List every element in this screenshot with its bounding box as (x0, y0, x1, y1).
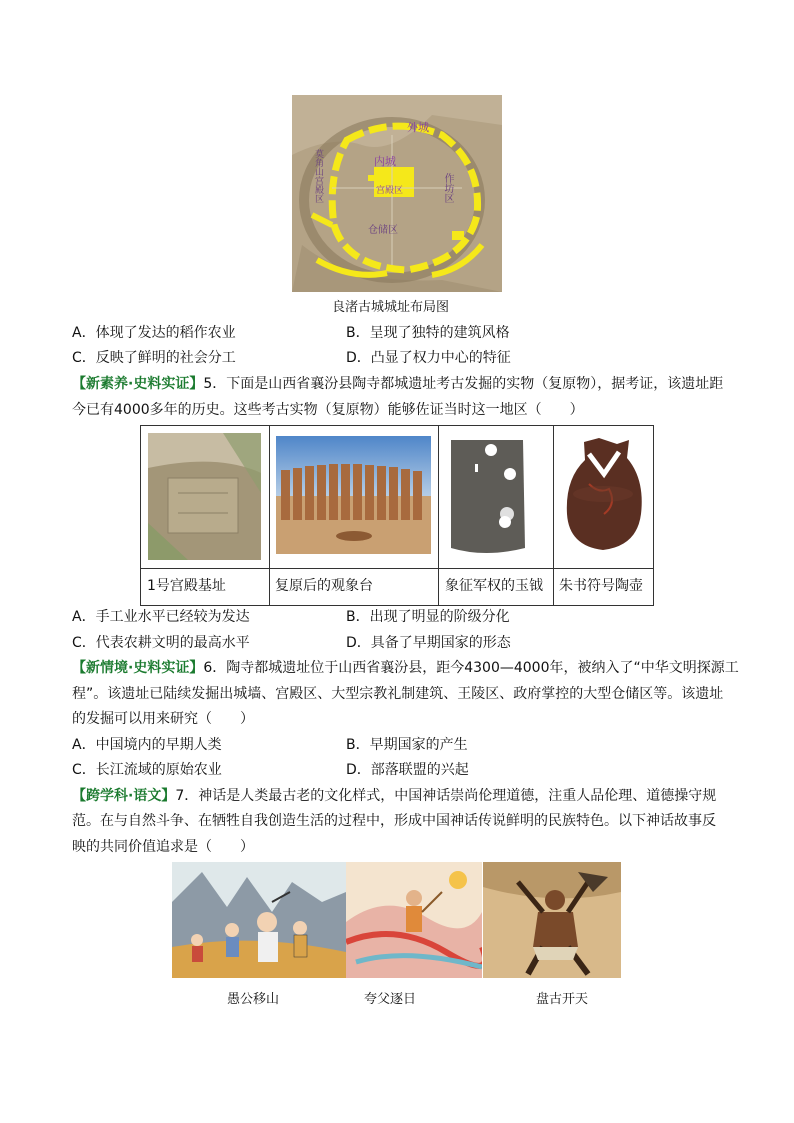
q6-option-d: D．部落联盟的兴起 (346, 762, 469, 778)
caption-kuafu: 夸父逐日 (364, 992, 417, 1007)
kuafu-drawing (346, 862, 482, 978)
q5-artifact-table (140, 425, 654, 606)
palace-foundation-photo (148, 433, 261, 560)
map-label-inner-city: 内城 (374, 155, 396, 168)
q6-text-line1: 6．陶寺都城遗址位于山西省襄汾县，距今4300—4000年，被纳入了“中华文明探源工 (203, 660, 739, 676)
pangu-illustration (483, 862, 621, 978)
q6-option-a: A．中国境内的早期人类 (72, 737, 222, 753)
q6-stem-line1 (72, 658, 739, 678)
map-caption: 良渚古城城址布局图 (332, 300, 450, 315)
observatory-photo (276, 436, 431, 554)
q7-stem-line1 (72, 786, 716, 806)
q4-option-c: C．反映了鲜明的社会分工 (72, 350, 236, 366)
map-label-palace: 宫殿区 (376, 186, 404, 196)
yugong-illustration (172, 862, 346, 978)
observatory-drawing (276, 436, 431, 554)
kuafu-illustration (346, 862, 482, 978)
map-label-granary: 仓储区 (368, 225, 398, 236)
map-label-workshop: 作坊区 (442, 173, 453, 203)
table-divider (553, 426, 554, 605)
table-cell-observatory: 复原后的观象台 (275, 578, 373, 594)
pangu-drawing (483, 862, 621, 978)
q7-stem-line3: 映的共同价值追求是（ ） (72, 839, 254, 855)
q5-stem-line1 (72, 374, 723, 394)
caption-yugong: 愚公移山 (227, 992, 280, 1007)
q6-tag: 【新情境·史料实证】 (72, 660, 204, 676)
table-cell-pottery-pot: 朱书符号陶壶 (559, 578, 643, 594)
caption-pangu: 盘古开天 (536, 992, 589, 1007)
q5-option-c: C．代表农耕文明的最高水平 (72, 635, 250, 651)
q6-option-b: B．早期国家的产生 (346, 737, 468, 753)
q4-option-a: A．体现了发达的稻作农业 (72, 325, 236, 341)
jade-axe-photo (445, 436, 545, 561)
q5-text-line1: 5．下面是山西省襄汾县陶寺都城遗址考古发掘的实物（复原物），据考证，该遗址距 (203, 376, 724, 392)
q6-stem-line3: 的发掘可以用来研究（ ） (72, 711, 254, 727)
q5-tag: 【新素养·史料实证】 (72, 376, 204, 392)
map-label-outer-city: 外城 (407, 121, 429, 134)
q4-option-b: B．呈现了独特的建筑风格 (346, 325, 510, 341)
jade-axe-drawing (445, 436, 545, 561)
q6-option-c: C．长江流域的原始农业 (72, 762, 222, 778)
yugong-drawing (172, 862, 346, 978)
palace-foundation-drawing (148, 433, 261, 560)
q5-option-b: B．出现了明显的阶级分化 (346, 609, 510, 625)
q7-stem-line2: 范。在与自然斗争、在牺牲自我创造生活的过程中，形成中国神话传说鲜明的民族特色。以下神话故事反 (72, 813, 716, 829)
liangzhu-city-map (292, 95, 502, 292)
map-label-side: 莫角山宫殿区 (313, 149, 323, 203)
pottery-pot-drawing (559, 434, 649, 562)
q4-option-d: D．凸显了权力中心的特征 (346, 350, 511, 366)
q7-text-line1: 7．神话是人类最古老的文化样式，中国神话崇尚伦理道德，注重人品伦理、道德操守规 (175, 788, 717, 804)
q5-option-d: D．具备了早期国家的形态 (346, 635, 511, 651)
q5-stem-line2: 今已有4000多年的历史。这些考古实物（复原物）能够佐证当时这一地区（ ） (72, 402, 584, 418)
table-cell-palace-foundation: 1号宫殿基址 (147, 578, 226, 594)
q7-tag: 【跨学科·语文】 (72, 788, 176, 804)
table-cell-jade-axe: 象征军权的玉钺 (445, 578, 543, 594)
table-row-divider (141, 568, 653, 569)
q6-stem-line2: 程”。该遗址已陆续发掘出城墙、宫殿区、大型宗教礼制建筑、王陵区、政府掌控的大型仓储区等。该遗址 (72, 686, 724, 702)
table-divider (269, 426, 270, 605)
q5-option-a: A．手工业水平已经较为发达 (72, 609, 250, 625)
table-divider (438, 426, 439, 605)
pottery-pot-photo (559, 434, 649, 562)
